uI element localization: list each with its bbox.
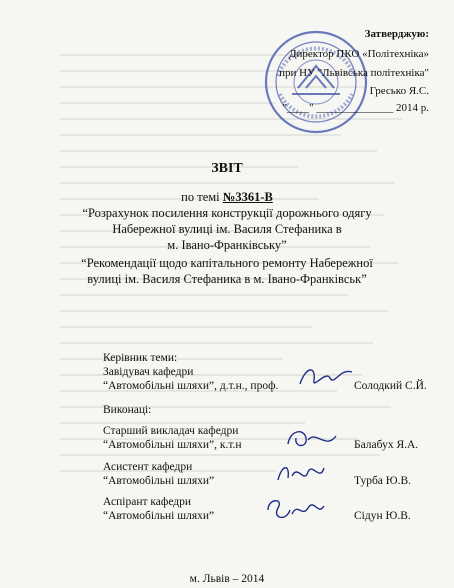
executor-1-role-1: Старший викладач кафедри [103,425,239,437]
executor-2-role-2: “Автомобільні шляхи” [103,475,215,487]
executor-1-role-2: “Автомобільні шляхи”, к.т.н [103,439,242,451]
subject-line-2: Набережної вулиці ім. Василя Стефаника в [112,222,342,236]
report-title: ЗВІТ [211,161,243,176]
executor-3-role-1: Аспірант кафедри [103,496,192,508]
executor-1-signature [282,424,340,454]
approval-line-1: Директор ПКО «Політехніка» [289,48,429,60]
approval-line-3: Гресько Я.С. [369,85,429,97]
executor-2-role-1: Асистент кафедри [103,461,193,473]
executor-2-signature [272,458,328,488]
topic-prefix: по темі [181,190,223,204]
subject-line-4: “Рекомендації щодо капітального ремонту Набережної [81,256,373,270]
supervisor-role-2: “Автомобільні шляхи”, д.т.н., проф. [103,380,279,392]
approval-line-2: при НУ "Львівська політехніка" [279,67,429,79]
executor-2-name: Турба Ю.В. [354,475,412,487]
supervisor-name: Солодкий С.Й. [354,380,427,392]
subject-line-5: вулиці ім. Василя Стефаника в м. Івано-Франківськ” [87,272,367,286]
topic-number: №3361-В [222,190,273,204]
footer-city-year: м. Львів – 2014 [189,573,265,585]
executor-3-name: Сідун Ю.В. [354,510,411,522]
executor-3-signature [262,494,328,526]
supervisor-label: Керівник теми: [103,352,178,364]
round-seal-stamp [262,28,370,136]
topic-line [0,190,454,205]
executor-1-name: Балабух Я.А. [354,439,419,451]
executors-label: Виконаці: [103,404,152,416]
executor-3-role-2: “Автомобільні шляхи” [103,510,215,522]
subject-line-3: м. Івано-Франківську” [167,238,287,252]
supervisor-role-1: Завідувач кафедри [103,366,194,378]
supervisor-signature [296,362,356,394]
approval-header: Затверджую: [364,28,429,40]
subject-line-1: “Розрахунок посилення конструкції дорожнього одягу [82,206,372,220]
approval-date-line: "____" ______________ 2014 р. [282,102,429,114]
